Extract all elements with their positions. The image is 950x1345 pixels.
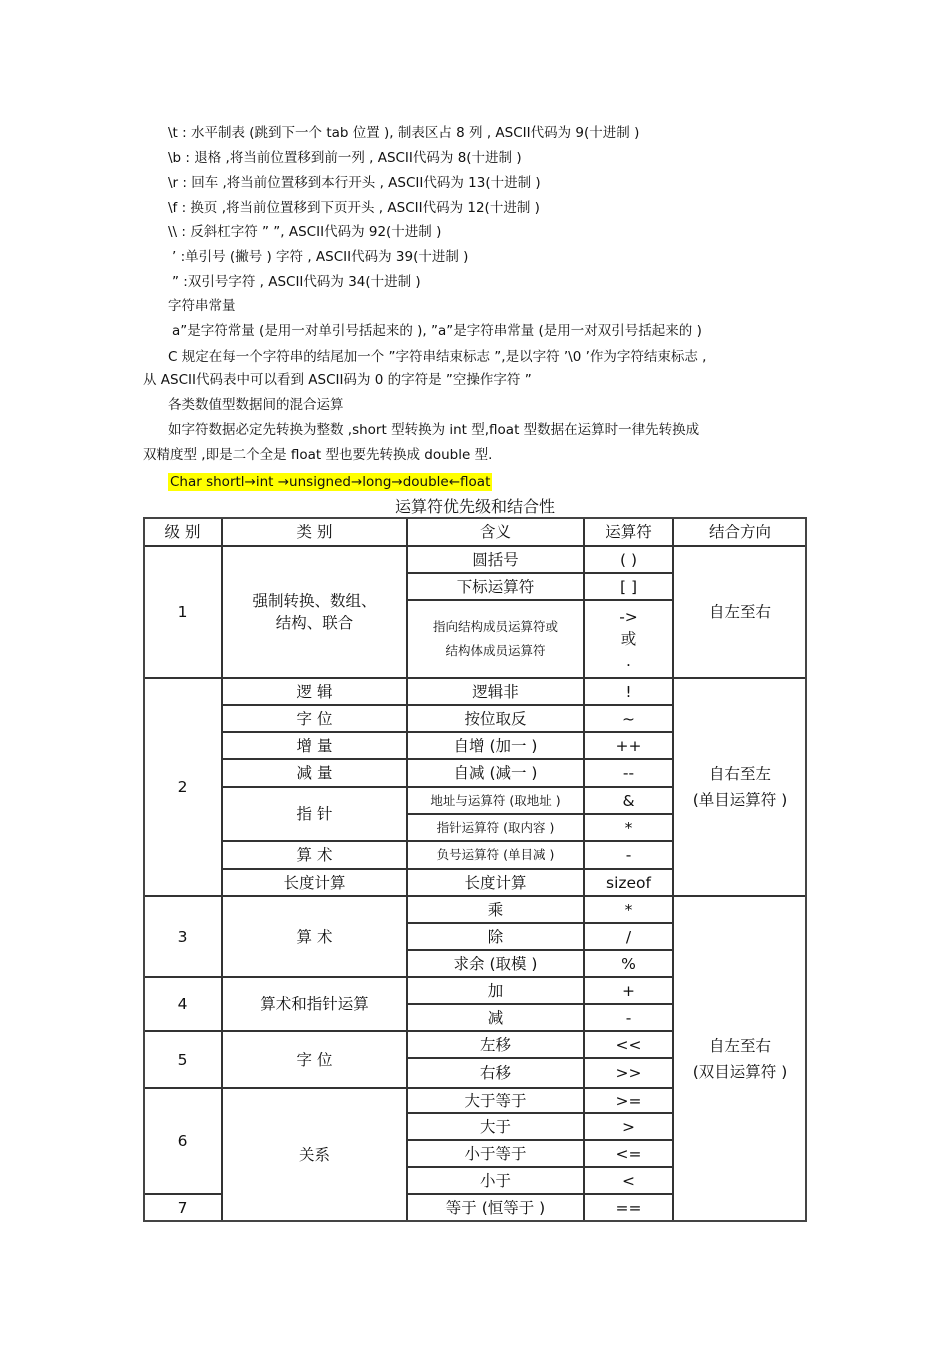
- operator-cell-text: sizeof: [606, 873, 651, 892]
- operator-cell-text: *: [624, 900, 633, 919]
- meaning-cell: [407, 923, 584, 950]
- meaning-cell: [407, 1194, 584, 1222]
- operator-cell: [584, 950, 673, 977]
- operator-cell-text: &: [622, 791, 635, 810]
- meaning-cell-text: 加: [487, 981, 504, 1000]
- meaning-cell-text: 大于: [479, 1117, 511, 1136]
- meaning-cell-text: 等于 (恒等于 ): [445, 1199, 546, 1217]
- category-cell-text: 增 量: [296, 736, 333, 755]
- associativity-cell: [673, 896, 807, 1222]
- associativity-cell-text: 自右至左 (单目运算符 ): [692, 765, 788, 809]
- meaning-cell: [407, 977, 584, 1004]
- text-line: ” :双引号字符 , ASCII代码为 34(十进制 ): [172, 274, 421, 290]
- category-cell: [222, 1088, 407, 1222]
- category-cell: [222, 678, 407, 705]
- meaning-cell: [407, 869, 584, 896]
- meaning-cell-text: 负号运算符 (单目减 ): [436, 847, 555, 862]
- meaning-cell-text: 自减 (减一 ): [453, 764, 538, 782]
- operator-cell: [584, 1167, 673, 1194]
- header-cell: [143, 517, 222, 546]
- header-cell-text: 运算符: [605, 522, 652, 541]
- category-cell-text: 长度计算: [283, 873, 346, 892]
- category-cell: [222, 896, 407, 977]
- operator-cell: [584, 678, 673, 705]
- operator-cell: [584, 923, 673, 950]
- operator-cell: [584, 1004, 673, 1031]
- operator-cell-text: %: [621, 954, 636, 973]
- text-line: 各类数值型数据间的混合运算: [168, 397, 344, 413]
- meaning-cell-text: 小于: [479, 1171, 511, 1190]
- meaning-cell-text: 除: [487, 927, 504, 946]
- operator-cell: [584, 600, 673, 678]
- text-line: 双精度型 ,即是二个全是 float 型也要先转换成 double 型.: [143, 447, 493, 463]
- meaning-cell-text: 自增 (加一 ): [453, 736, 538, 755]
- operator-cell-text: >=: [615, 1091, 642, 1110]
- operator-cell-text: -: [625, 846, 632, 864]
- meaning-cell-text: 按位取反: [464, 709, 527, 728]
- level-cell: [143, 1088, 222, 1194]
- operator-cell-text: [ ]: [619, 577, 638, 596]
- meaning-cell-text: 长度计算: [464, 873, 527, 892]
- level-cell-text: 4: [177, 995, 188, 1013]
- meaning-cell-text: 下标运算符: [456, 577, 535, 596]
- header-cell-text: 含义: [479, 522, 511, 541]
- header-cell-text: 类 别: [296, 522, 333, 541]
- operator-cell: [584, 1140, 673, 1167]
- meaning-cell: [407, 573, 584, 600]
- operator-cell-text: ( ): [619, 550, 638, 569]
- meaning-cell: [407, 600, 584, 678]
- meaning-cell-text: 逻辑非: [472, 682, 519, 701]
- meaning-cell-text: 地址与运算符 (取地址 ): [430, 792, 561, 808]
- category-cell-text: 强制转换、数组、 结构、联合: [252, 592, 377, 632]
- operator-cell: [584, 1194, 673, 1222]
- category-cell-text: 关系: [298, 1146, 330, 1164]
- meaning-cell-text: 减: [487, 1008, 504, 1027]
- category-cell: [222, 705, 407, 732]
- meaning-cell-text: 大于等于: [464, 1091, 527, 1110]
- category-cell-text: 字 位: [296, 1050, 333, 1069]
- header-cell: [584, 517, 673, 546]
- level-cell: [143, 896, 222, 977]
- level-cell: [143, 977, 222, 1031]
- meaning-cell: [407, 759, 584, 787]
- operator-cell: [584, 814, 673, 841]
- meaning-cell: [407, 1113, 584, 1140]
- operator-cell-text: !: [625, 682, 632, 701]
- text-line: \b : 退格 ,将当前位置移到前一列 , ASCII代码为 8(十进制 ): [168, 150, 522, 166]
- level-cell: [143, 1031, 222, 1088]
- table-title: 运算符优先级和结合性: [394, 497, 555, 516]
- operator-cell-text: -> 或 .: [619, 608, 638, 670]
- operator-cell-text: --: [622, 764, 635, 782]
- category-cell-text: 指 针: [296, 805, 333, 823]
- text-line: 如字符数据必定先转换为整数 ,short 型转换为 int 型,float 型数据在运算时一律先转换成: [168, 422, 700, 438]
- meaning-cell: [407, 705, 584, 732]
- meaning-cell-text: 右移: [479, 1064, 511, 1082]
- operator-cell: [584, 705, 673, 732]
- operator-cell-text: ~: [622, 709, 635, 728]
- level-cell-text: 6: [177, 1132, 188, 1150]
- associativity-cell-text: 自左至右: [708, 603, 771, 621]
- operator-cell: [584, 869, 673, 896]
- operator-cell: [584, 977, 673, 1004]
- text-line: a”是字符常量 (是用一对单引号括起来的 ), ”a”是字符串常量 (是用一对双引号括起来的 ): [172, 323, 702, 339]
- operator-cell: [584, 546, 673, 573]
- associativity-cell-text: 自左至右 (双目运算符 ): [692, 1037, 788, 1081]
- meaning-cell: [407, 546, 584, 573]
- category-cell-text: 字 位: [296, 709, 333, 728]
- category-cell: [222, 759, 407, 787]
- meaning-cell: [407, 678, 584, 705]
- operator-cell-text: >>: [615, 1064, 642, 1082]
- operator-cell: [584, 573, 673, 600]
- header-cell: [673, 517, 807, 546]
- level-cell: [143, 1194, 222, 1222]
- level-cell-text: 3: [177, 927, 188, 946]
- operator-cell-text: +: [622, 981, 635, 1000]
- category-cell: [222, 977, 407, 1031]
- level-cell: [143, 678, 222, 896]
- text-line: \r : 回车 ,将当前位置移到本行开头 , ASCII代码为 13(十进制 ): [168, 175, 541, 191]
- text-line: ’ :单引号 (撇号 ) 字符 , ASCII代码为 39(十进制 ): [172, 249, 469, 265]
- meaning-cell: [407, 841, 584, 869]
- level-cell-text: 7: [177, 1199, 188, 1217]
- category-cell: [222, 841, 407, 869]
- category-cell-text: 算 术: [296, 927, 333, 946]
- meaning-cell-text: 求余 (取模 ): [453, 954, 538, 973]
- meaning-cell: [407, 950, 584, 977]
- category-cell: [222, 546, 407, 678]
- category-cell-text: 算术和指针运算: [260, 995, 369, 1013]
- associativity-cell: [673, 546, 807, 678]
- operator-cell: [584, 732, 673, 759]
- operator-cell: [584, 1088, 673, 1113]
- meaning-cell-text: 左移: [479, 1035, 511, 1054]
- meaning-cell-text: 圆括号: [472, 550, 519, 569]
- operator-cell-text: <: [622, 1171, 635, 1190]
- meaning-cell: [407, 814, 584, 841]
- text-line: \t : 水平制表 (跳到下一个 tab 位置 ), 制表区占 8 列 , ASCII代码为 9(十进制 ): [168, 125, 640, 141]
- header-cell: [222, 517, 407, 546]
- operator-cell: [584, 841, 673, 869]
- meaning-cell: [407, 1167, 584, 1194]
- category-cell: [222, 732, 407, 759]
- meaning-cell-text: 小于等于: [464, 1144, 527, 1163]
- level-cell-text: 1: [177, 603, 188, 621]
- operator-cell-text: <=: [615, 1144, 642, 1163]
- operator-cell: [584, 759, 673, 787]
- operator-cell: [584, 1113, 673, 1140]
- category-cell: [222, 1031, 407, 1088]
- text-line: \f : 换页 ,将当前位置移到下页开头 , ASCII代码为 12(十进制 ): [168, 200, 540, 216]
- meaning-cell: [407, 1004, 584, 1031]
- type-conversion-highlight: [168, 473, 492, 491]
- meaning-cell: [407, 1140, 584, 1167]
- meaning-cell-text: 乘: [487, 900, 504, 919]
- highlighted-text: Char shortl→int →unsigned→long→double←float: [170, 474, 491, 490]
- associativity-cell: [673, 678, 807, 896]
- operator-cell: [584, 896, 673, 923]
- operator-cell-text: *: [624, 818, 633, 837]
- category-cell-text: 逻 辑: [296, 682, 333, 701]
- meaning-cell-text: 指针运算符 (取内容 ): [436, 819, 555, 835]
- operator-cell-text: <<: [615, 1035, 642, 1054]
- category-cell-text: 算 术: [296, 846, 333, 864]
- operator-cell-text: -: [625, 1008, 632, 1027]
- meaning-cell: [407, 787, 584, 814]
- operator-cell: [584, 1031, 673, 1058]
- operator-cell: [584, 787, 673, 814]
- header-cell-text: 结合方向: [708, 522, 771, 541]
- operator-cell: [584, 1058, 673, 1088]
- level-cell-text: 2: [177, 778, 188, 796]
- meaning-cell: [407, 1031, 584, 1058]
- operator-cell-text: ++: [615, 736, 642, 755]
- meaning-cell: [407, 896, 584, 923]
- meaning-cell-text: 指向结构成员运算符或 结构体成员运算符: [432, 619, 558, 658]
- text-line: 从 ASCII代码表中可以看到 ASCII码为 0 的字符是 ”空操作字符 ”: [143, 372, 532, 388]
- category-cell: [222, 787, 407, 841]
- level-cell: [143, 546, 222, 678]
- level-cell-text: 5: [177, 1050, 188, 1069]
- header-cell-text: 级 别: [164, 522, 201, 541]
- text-line: \\ : 反斜杠字符 ” ”, ASCII代码为 92(十进制 ): [168, 224, 442, 240]
- operator-cell-text: >: [622, 1117, 635, 1136]
- operator-cell-text: /: [625, 927, 632, 946]
- operator-precedence-table: [143, 517, 807, 1222]
- text-line: C 规定在每一个字符串的结尾加一个 ”字符串结束标志 ”,是以字符 ’\0 ’作为字符结束标志 ,: [168, 349, 707, 365]
- meaning-cell: [407, 1088, 584, 1113]
- header-cell: [407, 517, 584, 546]
- category-cell-text: 减 量: [296, 764, 333, 782]
- category-cell: [222, 869, 407, 896]
- meaning-cell: [407, 1058, 584, 1088]
- operator-cell-text: ==: [615, 1199, 642, 1217]
- meaning-cell: [407, 732, 584, 759]
- text-line: 字符串常量: [168, 298, 236, 314]
